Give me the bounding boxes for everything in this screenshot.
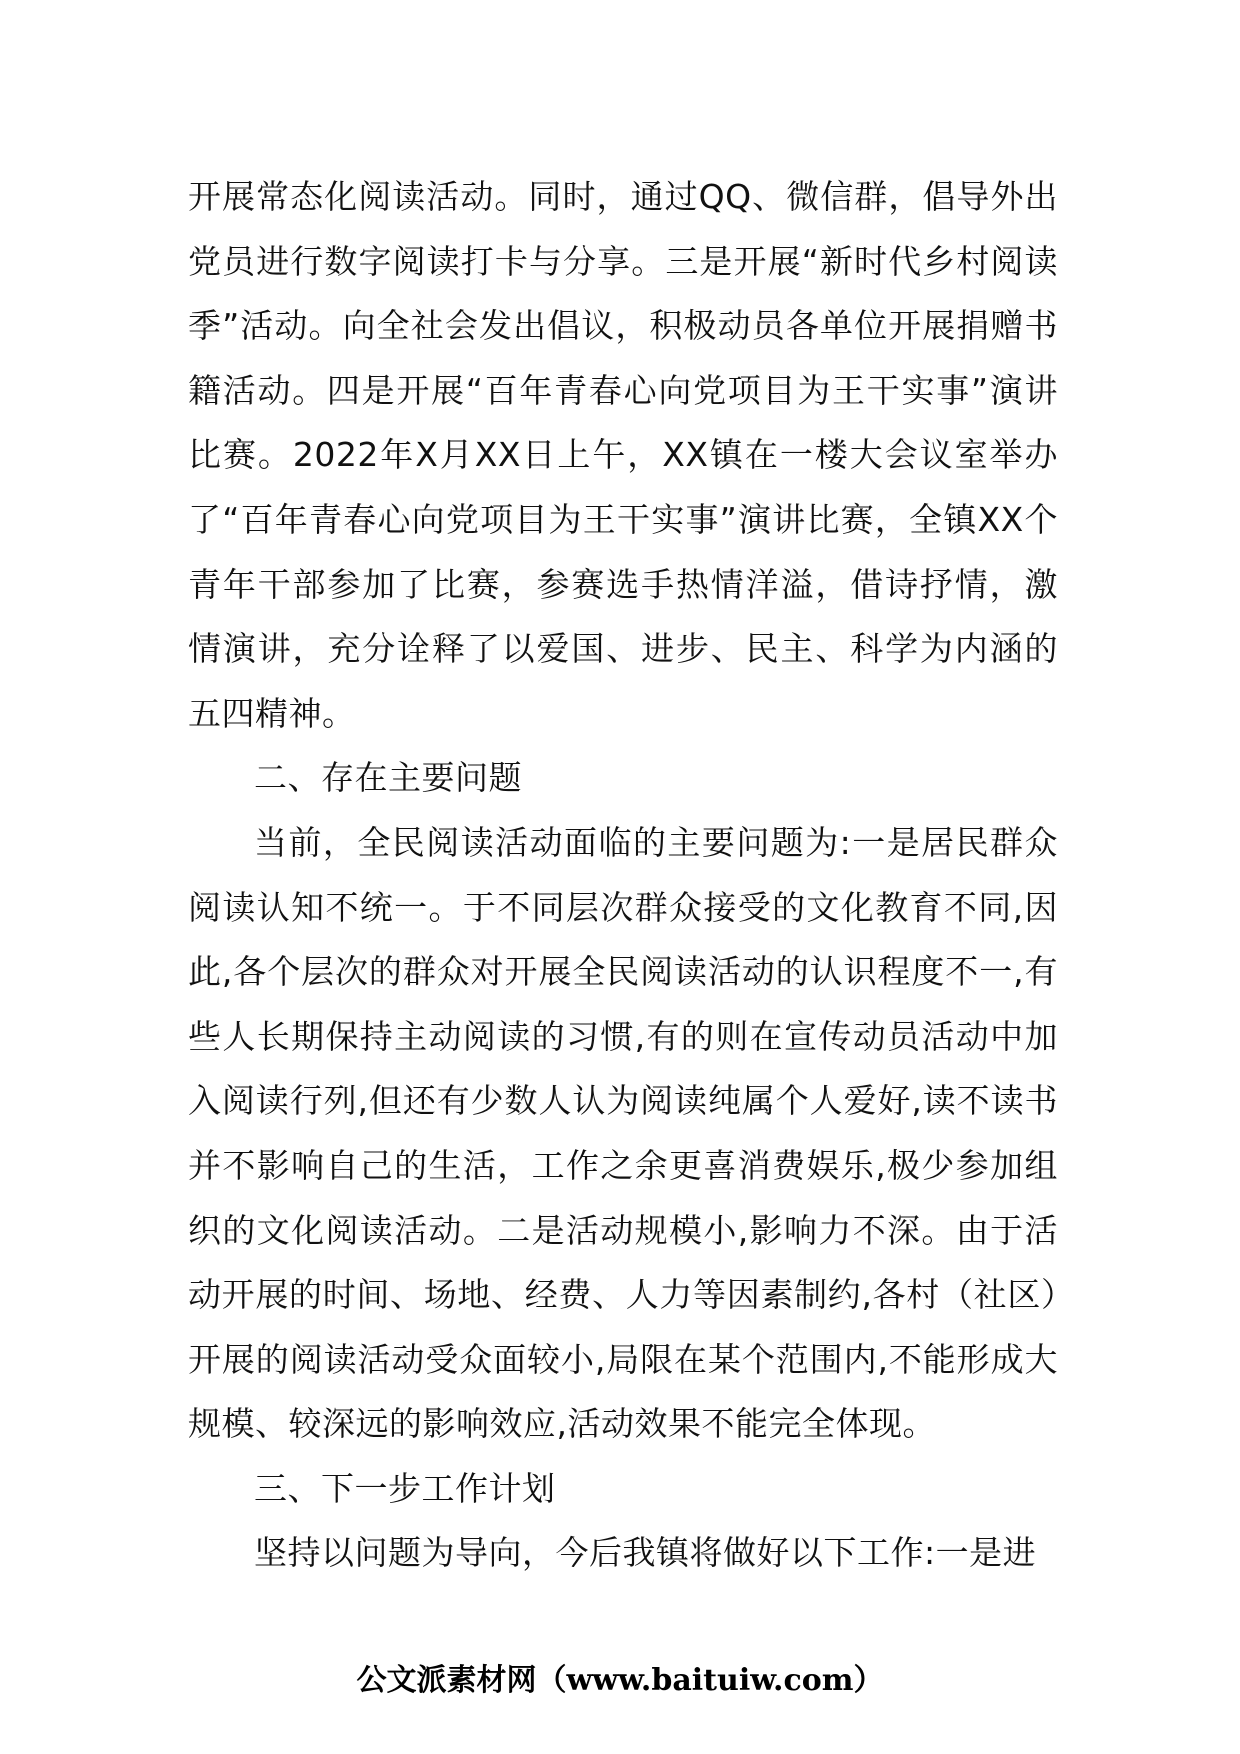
- section-heading-2: 二、存在主要问题: [254, 758, 522, 798]
- page-footer-watermark: 公文派素材网（www.baituiw.com）: [356, 1663, 884, 1698]
- body-paragraph-1: 开展常态化阅读活动。同时，通过QQ、微信群，倡导外出党员进行数字阅读打卡与分享。三是开展“新时代乡村阅读季”活动。向全社会发出倡议，积极动员各单位开展捐赠书籍活动。四是开展“百年青春心向党项目为王干实事”演讲比赛。2022年X月XX日上午，XX镇在一楼大会议室举办了“百年青春心向党项目为王干实事”演讲比赛，全镇XX个青年干部参加了比赛，参赛选手热情洋溢，借诗抒情，激情演讲，充分诠释了以爱国、进步、民主、科学为内涵的五四精神。: [188, 177, 1058, 733]
- body-paragraph-2: 当前，全民阅读活动面临的主要问题为:一是居民群众阅读认知不统一。于不同层次群众接受的文化教育不同,因此,各个层次的群众对开展全民阅读活动的认识程度不一,有些人长期保持主动阅读的习惯,有的则在宣传动员活动中加入阅读行列,但还有少数人认为阅读纯属个人爱好,读不读书并不影响自己的生活，工作之余更喜消费娱乐,极少参加组织的文化阅读活动。二是活动规模小,影响力不深。由于活动开展的时间、场地、经费、人力等因素制约,各村（社区）开展的阅读活动受众面较小,局限在某个范围内,不能形成大规模、较深远的影响效应,活动效果不能完全体现。: [188, 822, 1058, 1444]
- section-heading-3: 三、下一步工作计划: [254, 1468, 556, 1508]
- body-paragraph-3: 坚持以问题为导向，今后我镇将做好以下工作:一是进: [254, 1533, 1037, 1573]
- document-page: [188, 165, 1058, 1586]
